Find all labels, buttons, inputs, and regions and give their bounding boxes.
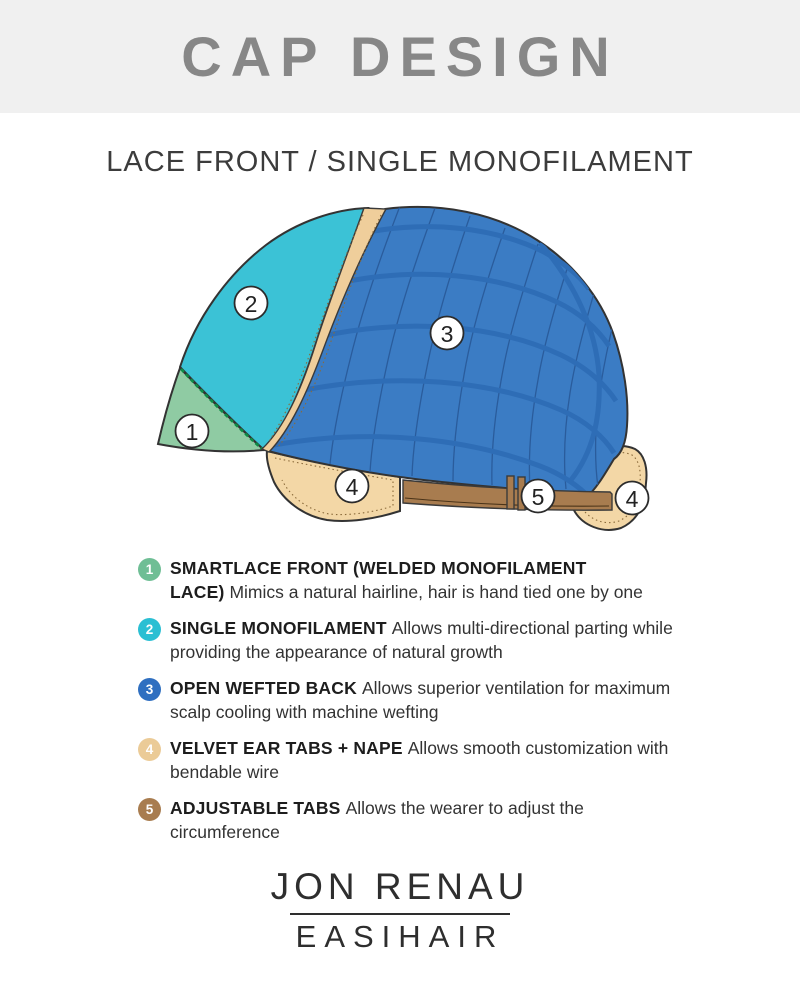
legend-description: Allows multi-directional parting while providing the appearance of natural growth [170,618,673,662]
svg-text:2: 2 [244,291,258,317]
callout-5 [522,480,555,513]
legend-description: Allows smooth customization with bendable wire [170,738,669,782]
callout-1 [176,415,209,448]
legend-term: ADJUSTABLE TABS [170,798,341,818]
legend-term: VELVET EAR TABS + NAPE [170,738,403,758]
strap-buckle-bar [507,476,514,509]
legend-item-smartlace [138,557,683,604]
legend-number-badge: 5 [138,798,161,821]
legend-term: SINGLE MONOFILAMENT [170,618,387,638]
legend-number-badge: 1 [138,558,161,581]
svg-text:5: 5 [531,484,545,510]
legend-item-monofilament [138,617,683,664]
legend-item-wefted-back [138,677,683,724]
legend-number-badge: 3 [138,678,161,701]
svg-text:4: 4 [625,486,639,512]
legend-term: SMARTLACE FRONT (WELDED MONOFILAMENT LACE) [170,558,587,602]
legend-item-adjustable-tabs [138,797,683,844]
page-title: CAP DESIGN [181,25,619,88]
legend-number-badge: 2 [138,618,161,641]
legend-number-badge: 4 [138,738,161,761]
svg-text:3: 3 [440,321,454,347]
brand-footer [0,866,800,955]
brand-subname: EASIHAIR [295,919,505,954]
svg-text:1: 1 [185,419,199,445]
brand-name: JON RENAU [270,866,530,907]
legend-term: OPEN WEFTED BACK [170,678,357,698]
legend-item-velvet-tabs [138,737,683,784]
legend-description: Allows superior ventilation for maximum scalp cooling with machine wefting [170,678,671,722]
legend-description: Allows the wearer to adjust the circumference [170,798,584,842]
callout-2 [235,287,268,320]
brand-divider [290,913,510,915]
callout-4-right [616,482,649,515]
cap-style-subtitle: LACE FRONT / SINGLE MONOFILAMENT [106,146,694,178]
svg-text:4: 4 [345,474,359,500]
callout-3 [431,317,464,350]
callout-4-left [336,470,369,503]
legend-description: Mimics a natural hairline, hair is hand tied one by one [229,581,643,602]
legend [138,557,683,857]
